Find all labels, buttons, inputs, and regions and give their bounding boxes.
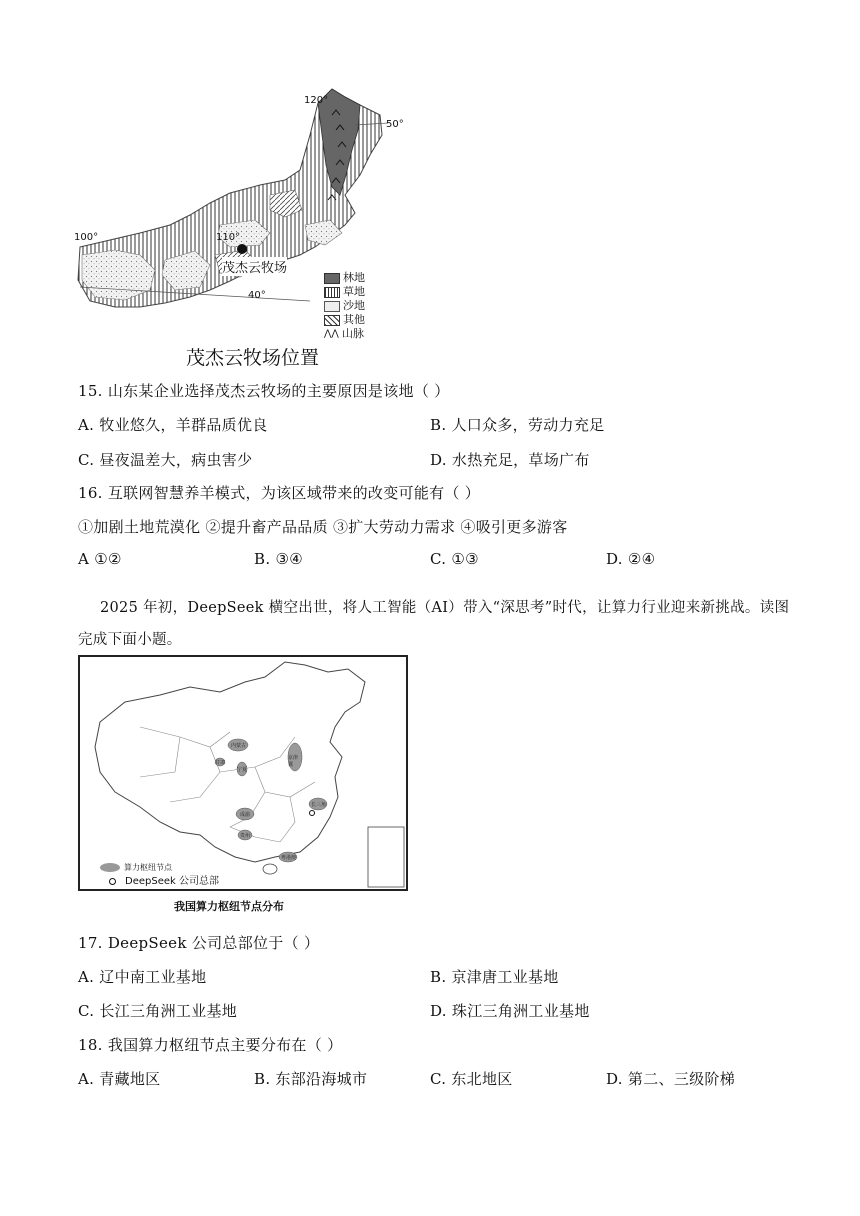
- legend-item-sand: 沙地: [324, 299, 365, 313]
- node-label-nei-mongol: 内蒙古: [231, 743, 247, 749]
- node-label-guangdong: 粤港澳: [281, 855, 297, 861]
- passage-line-1: 2025 年初，DeepSeek 横空出世，将人工智能（AI）带入“深思考”时代，让算力行业迎来新挑战。读图: [100, 600, 790, 616]
- q18-option-a[interactable]: A. 青藏地区: [78, 1070, 161, 1088]
- mountain-icon: ⋀⋀: [324, 329, 339, 339]
- map2-legend: [100, 861, 219, 889]
- passage-line-2: 完成下面小题。: [78, 632, 182, 648]
- q16-stem: 16. 互联网智慧养羊模式，为该区域带来的改变可能有（ ）: [78, 484, 481, 502]
- node-label-ningxia: 宁夏: [237, 767, 248, 773]
- q15-option-a[interactable]: A. 牧业悠久，羊群品质优良: [78, 416, 268, 434]
- hub-node-swatch: [100, 863, 120, 872]
- legend-item-mountain: ⋀⋀ 山脉: [324, 327, 364, 340]
- legend-item-forest: 林地: [324, 271, 365, 285]
- q16-statements: ①加剧土地荒漠化 ②提升畜产品品质 ③扩大劳动力需求 ④吸引更多游客: [78, 518, 568, 536]
- other-swatch: [324, 315, 340, 326]
- q16-option-b[interactable]: B. ③④: [254, 550, 303, 568]
- node-label-guizhou: 贵州: [240, 833, 251, 839]
- map1-figure: [70, 75, 415, 370]
- map1-legend: [324, 271, 365, 341]
- node-label-gansu: 甘肃: [215, 760, 226, 766]
- q17-option-b[interactable]: B. 京津唐工业基地: [430, 968, 559, 986]
- q18-option-c[interactable]: C. 东北地区: [430, 1070, 513, 1088]
- q16-option-a[interactable]: A ①②: [78, 550, 122, 568]
- node-label-chengyu: 成渝: [240, 812, 251, 818]
- q15-option-c[interactable]: C. 昼夜温差大，病虫害少: [78, 451, 253, 469]
- hq-circle-icon: [109, 878, 116, 885]
- node-label-yangtze-delta: 长三角: [311, 802, 327, 808]
- lon-label-110: 110°: [216, 232, 241, 243]
- q16-option-d[interactable]: D. ②④: [606, 550, 656, 568]
- q17-option-c[interactable]: C. 长江三角洲工业基地: [78, 1002, 238, 1020]
- forest-swatch: [324, 273, 340, 284]
- lon-label-120: 120°: [304, 95, 329, 106]
- node-label-jing-jin-ji: 京津冀: [288, 755, 299, 768]
- q18-option-d[interactable]: D. 第二、三级阶梯: [606, 1070, 736, 1088]
- legend-item-hub: 算力枢纽节点: [100, 861, 219, 875]
- q15-option-d[interactable]: D. 水热充足，草场广布: [430, 451, 590, 469]
- q18-stem: 18. 我国算力枢纽节点主要分布在（ ）: [78, 1036, 343, 1054]
- q17-option-d[interactable]: D. 珠江三角洲工业基地: [430, 1002, 590, 1020]
- lat-label-50: 50°: [386, 119, 404, 130]
- q17-stem: 17. DeepSeek 公司总部位于（ ）: [78, 934, 320, 952]
- legend-item-other: 其他: [324, 313, 365, 327]
- grassland-swatch: [324, 287, 340, 298]
- point-label: 茂杰云牧场: [222, 257, 287, 276]
- map2-figure: [78, 655, 410, 915]
- q15-stem: 15. 山东某企业选择茂杰云牧场的主要原因是该地（ ）: [78, 382, 450, 400]
- sand-swatch: [324, 301, 340, 312]
- q17-option-a[interactable]: A. 辽中南工业基地: [78, 968, 207, 986]
- q15-option-b[interactable]: B. 人口众多，劳动力充足: [430, 416, 605, 434]
- lat-label-40: 40°: [248, 290, 266, 301]
- lon-label-100: 100°: [74, 232, 99, 243]
- map1-caption: 茂杰云牧场位置: [186, 347, 320, 369]
- maojieyun-point: [237, 244, 247, 254]
- legend-item-hq: DeepSeek 公司总部: [100, 875, 219, 889]
- q16-option-c[interactable]: C. ①③: [430, 550, 479, 568]
- map2-caption: 我国算力枢纽节点分布: [174, 900, 284, 913]
- q18-option-b[interactable]: B. 东部沿海城市: [254, 1070, 368, 1088]
- legend-item-grassland: 草地: [324, 285, 365, 299]
- node-labels: [78, 655, 408, 891]
